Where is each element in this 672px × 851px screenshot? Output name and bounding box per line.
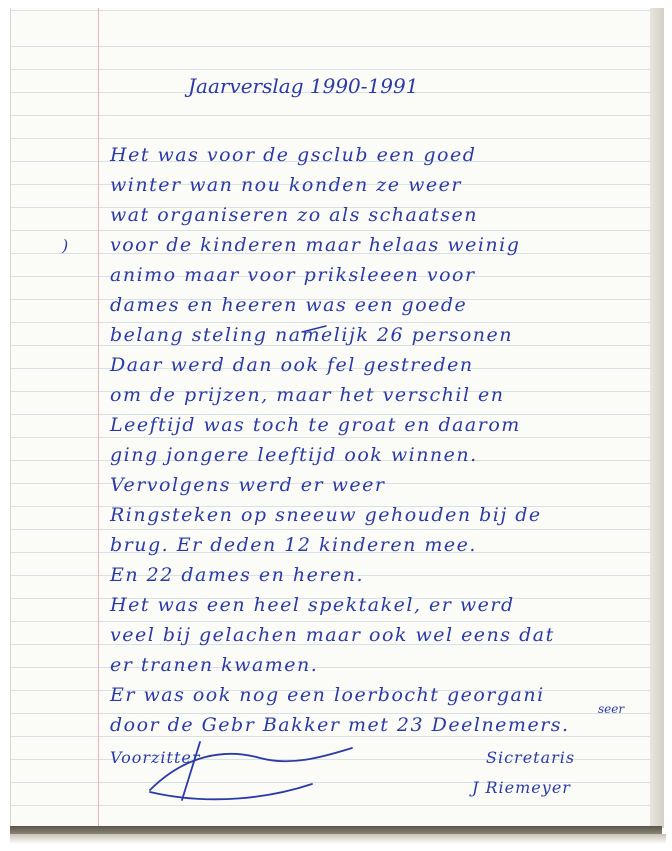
text-line: dames en heeren was een goede (110, 294, 468, 316)
secretary-name: J Riemeyer (472, 778, 571, 797)
text-line: Er was ook nog een loerbocht georgani (110, 684, 545, 706)
text-line: Daar werd dan ook fel gestreden (110, 354, 474, 376)
text-line: brug. Er deden 12 kinderen mee. (110, 534, 477, 556)
text-line: winter wan nou konden ze weer (110, 174, 462, 196)
strike-mark (302, 326, 326, 332)
text-line: Ringsteken op sneeuw gehouden bij de (110, 504, 542, 526)
text-line: veel bij gelachen maar ook wel eens dat (110, 624, 555, 646)
text-line: Leeftijd was toch te groat en daarom (110, 414, 521, 436)
text-line: animo maar voor priksleeen voor (110, 264, 476, 286)
text-line: voor de kinderen maar helaas weinig (110, 234, 521, 256)
text-line: door de Gebr Bakker met 23 Deelnemers. (110, 714, 570, 736)
text-line: ging jongere leeftijd ook winnen. (110, 444, 478, 466)
overflow-word: seer (598, 702, 625, 716)
text-line: om de prijzen, maar het verschil en (110, 384, 505, 406)
text-line: er tranen kwamen. (110, 654, 319, 676)
document-title: Jaarverslag 1990-1991 (188, 74, 419, 98)
chair-label: Voorzitter (110, 748, 201, 767)
secretary-label: Sicretaris (486, 748, 576, 767)
text-line: belang steling namelijk 26 personen (110, 324, 514, 346)
margin-mark: ) (62, 236, 69, 255)
text-line: Het was voor de gsclub een goed (110, 144, 477, 166)
text-line: wat organiseren zo als schaatsen (110, 204, 479, 226)
text-line: Het was een heel spektakel, er werd (110, 594, 515, 616)
text-line: En 22 dames en heren. (110, 564, 365, 586)
chair-signature (150, 742, 352, 800)
text-line: Vervolgens werd er weer (110, 474, 386, 496)
